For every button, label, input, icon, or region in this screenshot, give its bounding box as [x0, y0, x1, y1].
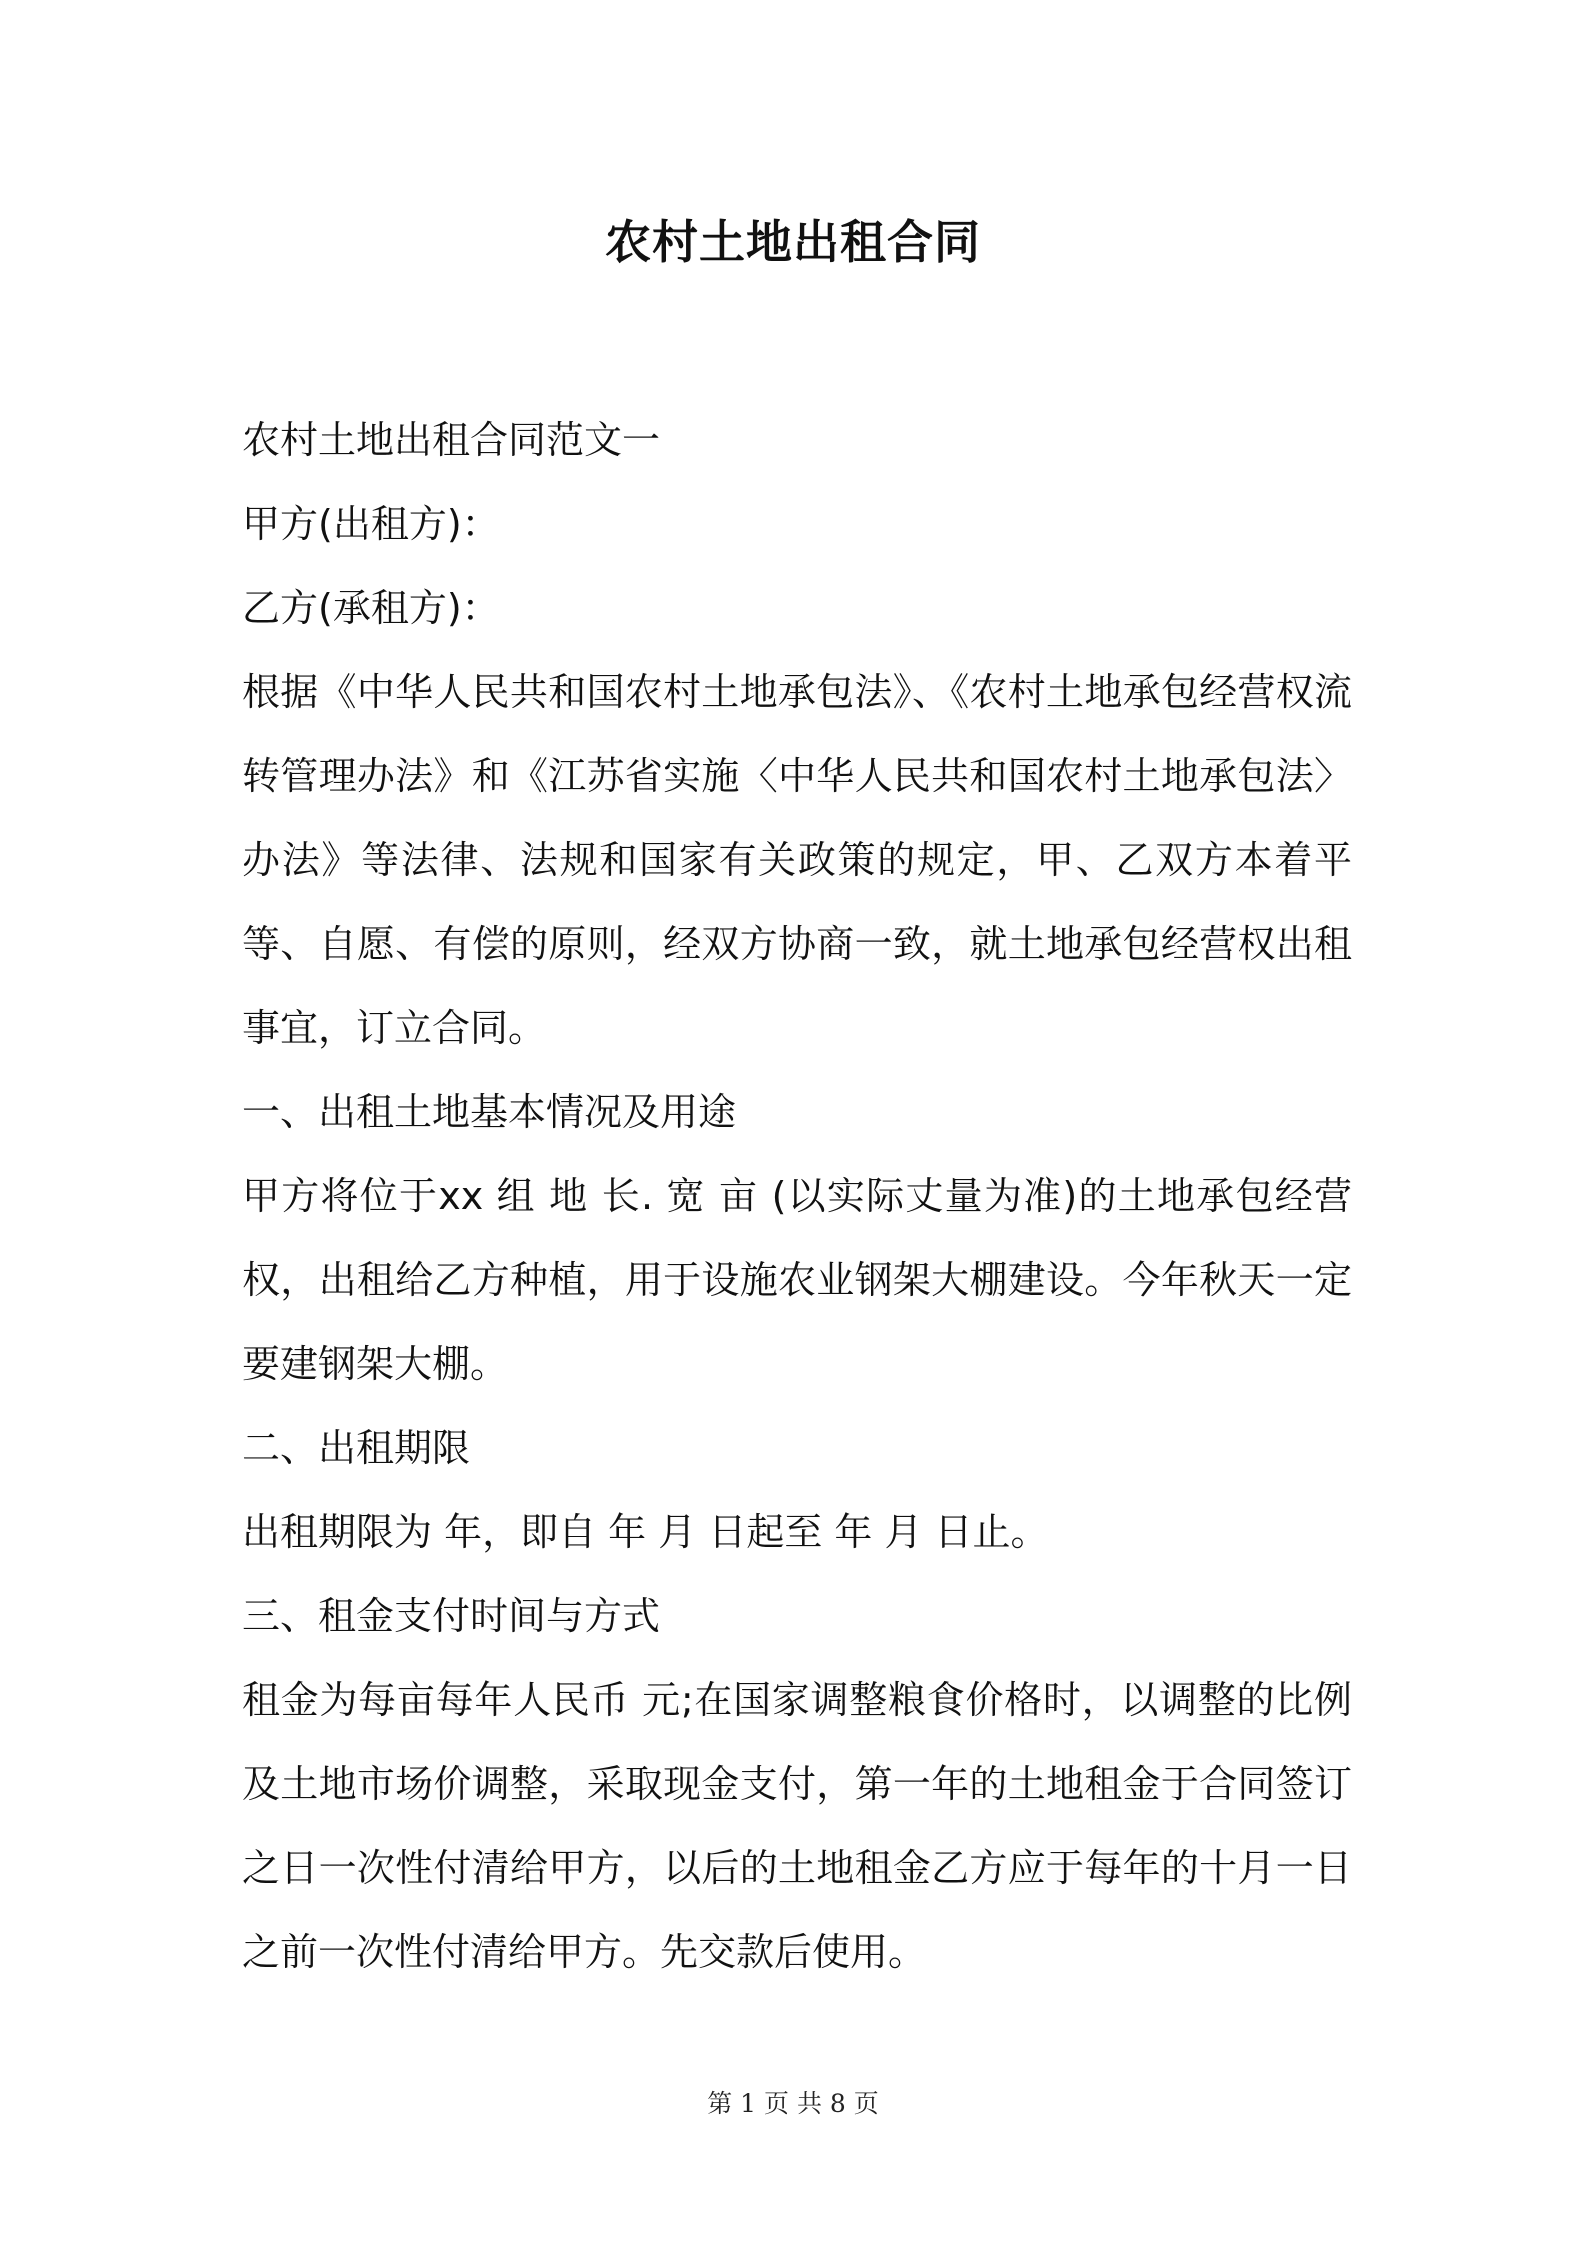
- clause-heading-3: 三、租金支付时间与方式: [242, 1594, 661, 1638]
- page-number-footer: 第 1 页 共 8 页: [707, 2089, 879, 2118]
- party-b-line: 乙方(承租方)：: [242, 586, 500, 630]
- preamble-paragraph: 根据《中华人民共和国农村土地承包法》、《农村土地承包经营权流转管理办法》和《江苏省实施〈中华人民共和国农村土地承包法〉办法》等法律、法规和国家有关政策的规定，甲、乙双方本着平等、自愿、有偿的原则，经双方协商一致，就土地承包经营权出租事宜，订立合同。: [242, 670, 1352, 1050]
- document-body: [242, 398, 1352, 1994]
- document-title: 农村土地出租合同: [605, 215, 981, 269]
- party-a-line: 甲方(出租方)：: [242, 502, 500, 546]
- clause-paragraph-3: 租金为每亩每年人民币 元;在国家调整粮食价格时，以调整的比例及土地市场价调整，采取现金支付，第一年的土地租金于合同签订之日一次性付清给甲方，以后的土地租金乙方应于每年的十月一日之前一次性付清给甲方。先交款后使用。: [242, 1678, 1352, 1974]
- clause-paragraph-1: 甲方将位于xx 组 地 长. 宽 亩 (以实际丈量为准)的土地承包经营权，出租给乙方种植，用于设施农业钢架大棚建设。今年秋天一定要建钢架大棚。: [242, 1174, 1352, 1386]
- clause-heading-2: 二、出租期限: [242, 1426, 471, 1470]
- clause-paragraph-2: 出租期限为 年，即自 年 月 日起至 年 月 日止。: [242, 1510, 1049, 1554]
- clause-heading-1: 一、出租土地基本情况及用途: [242, 1090, 737, 1134]
- section-heading: 农村土地出租合同范文一: [242, 418, 661, 462]
